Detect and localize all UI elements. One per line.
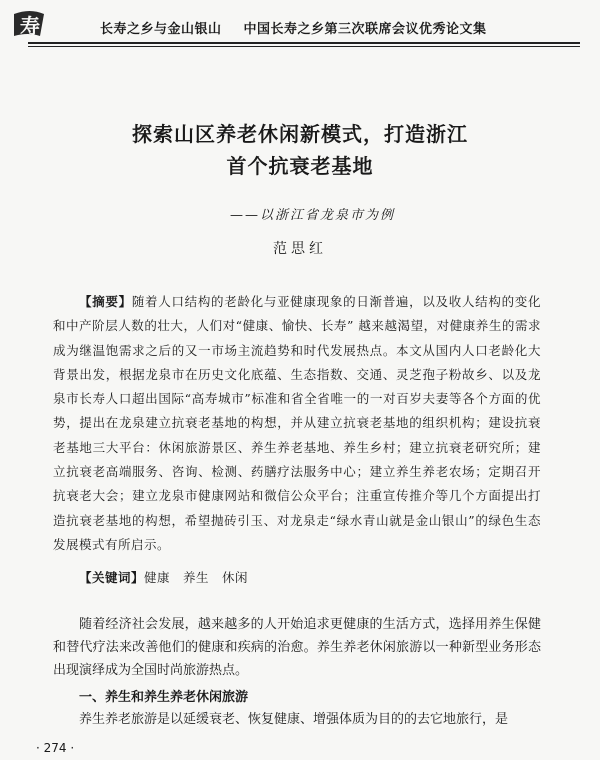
header-rule-thick bbox=[28, 42, 580, 44]
abstract bbox=[53, 290, 541, 557]
book-logo bbox=[10, 6, 72, 42]
header-book-title: 中国长寿之乡第三次联席会议优秀论文集 bbox=[243, 22, 487, 37]
page-number: · 274 · bbox=[36, 741, 75, 755]
header-series-title: 长寿之乡与金山银山 bbox=[100, 22, 222, 37]
section-heading-1: 一、养生和养生养老休闲旅游 bbox=[79, 690, 249, 705]
keywords-list: 健康 养生 休闲 bbox=[144, 570, 249, 585]
keywords bbox=[79, 568, 248, 586]
running-header bbox=[100, 18, 580, 37]
logo-character: 寿 bbox=[20, 14, 40, 38]
header-rule-thin bbox=[28, 46, 580, 47]
author-name: 范思红 bbox=[273, 241, 327, 257]
abstract-label: 【摘要】 bbox=[79, 294, 132, 309]
body-paragraph-2: 养生养老旅游是以延缓衰老、恢复健康、增强体质为目的的去它地旅行，是 bbox=[79, 712, 509, 727]
body-paragraph-1: 随着经济社会发展，越来越多的人开始追求更健康的生活方式，选择用养生保健和替代疗法来改善他们的健康和疾病的治愈。养生养老休闲旅游以一种新型业务形态出现演绎成为全国时尚旅游热点。 bbox=[53, 617, 541, 678]
article-subtitle: ——以浙江省龙泉市为例 bbox=[230, 208, 396, 223]
article-title-line1: 探索山区养老休闲新模式，打造浙江 bbox=[132, 122, 468, 146]
keywords-label: 【关键词】 bbox=[79, 570, 145, 585]
abstract-text: 随着人口结构的老龄化与亚健康现象的日渐普遍，以及收人结构的变化和中产阶层人数的壮大，人们对“健康、愉快、长寿” 越来越渴望，对健康养生的需求成为继温饱需求之后的又一市场主流趋势和时代发展热点。本文从国内人口老龄化大背景出发，根据龙泉市在历史文化底蕴、生态指数、交通、灵芝孢子粉故乡、以及龙泉市长寿人口超出国际“高寿城市”标准和省全省唯一的一对百岁夫妻等各个方面的优势，提出在龙泉建立抗衰老基地的构想，并从建立抗衰老基地的组织机构；建设抗衰老基地三大平台：休闲旅游景区、养生养老基地、养生乡村；建立抗衰老研究所；建立抗衰老高端服务、咨询、检测、药膳疗法服务中心；建立养生养老农场；定期召开抗衰老大会；建立龙泉市健康网站和微信公众平台；注重宣传推介等几个方面提出打造抗衰老基地的构想，希望抛砖引玉、对龙泉走“绿水青山就是金山银山”的绿色生态发展模式有所启示。 bbox=[53, 294, 541, 552]
article-title-line2: 首个抗衰老基地 bbox=[226, 154, 374, 178]
